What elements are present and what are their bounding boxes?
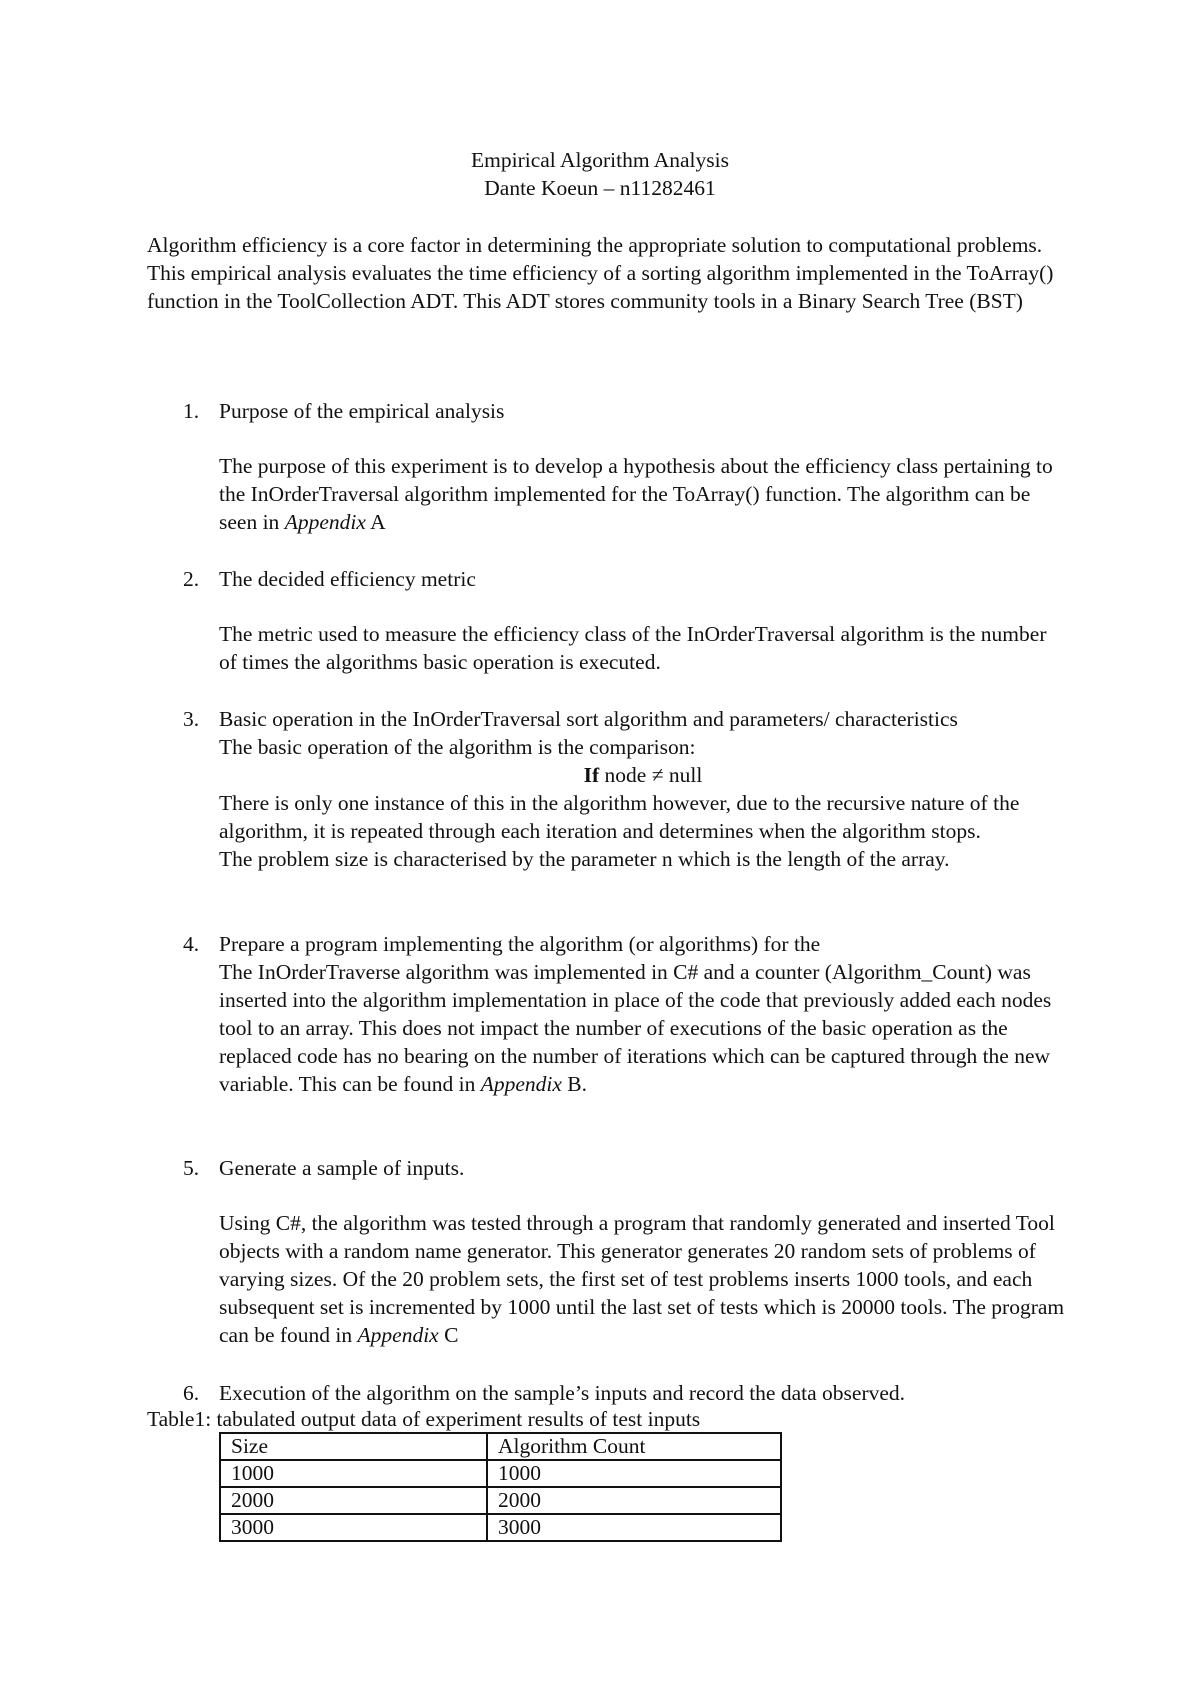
section-5 xyxy=(147,1154,1067,1349)
results-table xyxy=(219,1432,782,1542)
section-1 xyxy=(147,397,1067,536)
section-heading: Prepare a program implementing the algorithm (or algorithms) for the xyxy=(219,932,821,956)
table-header-row xyxy=(220,1433,781,1460)
column-header-size: Size xyxy=(220,1433,487,1460)
section-heading: Basic operation in the InOrderTraversal sort algorithm and parameters/ characteristics xyxy=(219,707,958,731)
section-body: There is only one instance of this in the algorithm however, due to the recursive nature of the algorithm, it is repeated through each iteration and determines when the algorithm stops. xyxy=(219,791,1020,843)
section-heading: The decided efficiency metric xyxy=(219,567,476,591)
table-caption: Table1: tabulated output data of experiment results of test inputs xyxy=(147,1407,701,1431)
section-number: 6. xyxy=(183,1381,200,1405)
table-cell: 1000 xyxy=(487,1460,781,1487)
section-4 xyxy=(147,930,1067,1098)
section-number: 4. xyxy=(183,932,200,956)
section-number: 2. xyxy=(183,567,200,591)
table-row xyxy=(220,1514,781,1541)
table-row xyxy=(220,1487,781,1514)
section-6 xyxy=(147,1379,1067,1407)
table-cell: 2000 xyxy=(487,1487,781,1514)
section-body-2: The problem size is characterised by the parameter n which is the length of the array. xyxy=(219,847,950,871)
section-heading: Purpose of the empirical analysis xyxy=(219,399,505,423)
code-comparison: If node ≠ null xyxy=(583,763,703,787)
document-title: Empirical Algorithm Analysis xyxy=(471,148,729,172)
intro-paragraph: Algorithm efficiency is a core factor in determining the appropriate solution to computational problems. This empirical analysis evaluates the time efficiency of a sorting algorithm implemented in the ToArray() function in the ToolCollection ADT. This ADT stores community tools in a Binary Search Tree (BST) xyxy=(147,233,1054,313)
table-cell: 3000 xyxy=(487,1514,781,1541)
section-number: 1. xyxy=(183,399,200,423)
section-body: The purpose of this experiment is to develop a hypothesis about the efficiency class pertaining to the InOrderTraversal algorithm implemented for the ToArray() function. The algorithm can be seen in Appendix A xyxy=(219,454,1053,534)
section-line: The basic operation of the algorithm is the comparison: xyxy=(219,735,696,759)
table-row xyxy=(220,1460,781,1487)
section-number: 5. xyxy=(183,1156,200,1180)
section-number: 3. xyxy=(183,707,200,731)
section-2 xyxy=(147,565,1067,676)
section-body: The InOrderTraverse algorithm was implemented in C# and a counter (Algorithm_Count) was inserted into the algorithm implementation in place of the code that previously added each nodes tool to an array. This does not impact the number of executions of the basic operation as the replaced code has no bearing on the number of iterations which can be captured through the new variable. This can be found in Appendix B. xyxy=(219,960,1052,1096)
table-cell: 3000 xyxy=(220,1514,487,1541)
section-3 xyxy=(147,705,1067,873)
table-cell: 1000 xyxy=(220,1460,487,1487)
section-heading: Execution of the algorithm on the sample’s inputs and record the data observed. xyxy=(219,1381,906,1405)
section-body: The metric used to measure the efficiency class of the InOrderTraversal algorithm is the number of times the algorithms basic operation is executed. xyxy=(219,622,1047,674)
section-heading: Generate a sample of inputs. xyxy=(219,1156,465,1180)
section-body: Using C#, the algorithm was tested through a program that randomly generated and inserted Tool objects with a random name generator. This generator generates 20 random sets of problems of varying sizes. Of the 20 problem sets, the first set of test problems inserts 1000 tools, and each subsequent set is incremented by 1000 until the last set of tests which is 20000 tools. The program can be found in Appendix C xyxy=(219,1211,1065,1347)
author-line: Dante Koeun – n11282461 xyxy=(484,176,716,200)
title-block xyxy=(0,146,1200,202)
table-cell: 2000 xyxy=(220,1487,487,1514)
column-header-count: Algorithm Count xyxy=(487,1433,781,1460)
